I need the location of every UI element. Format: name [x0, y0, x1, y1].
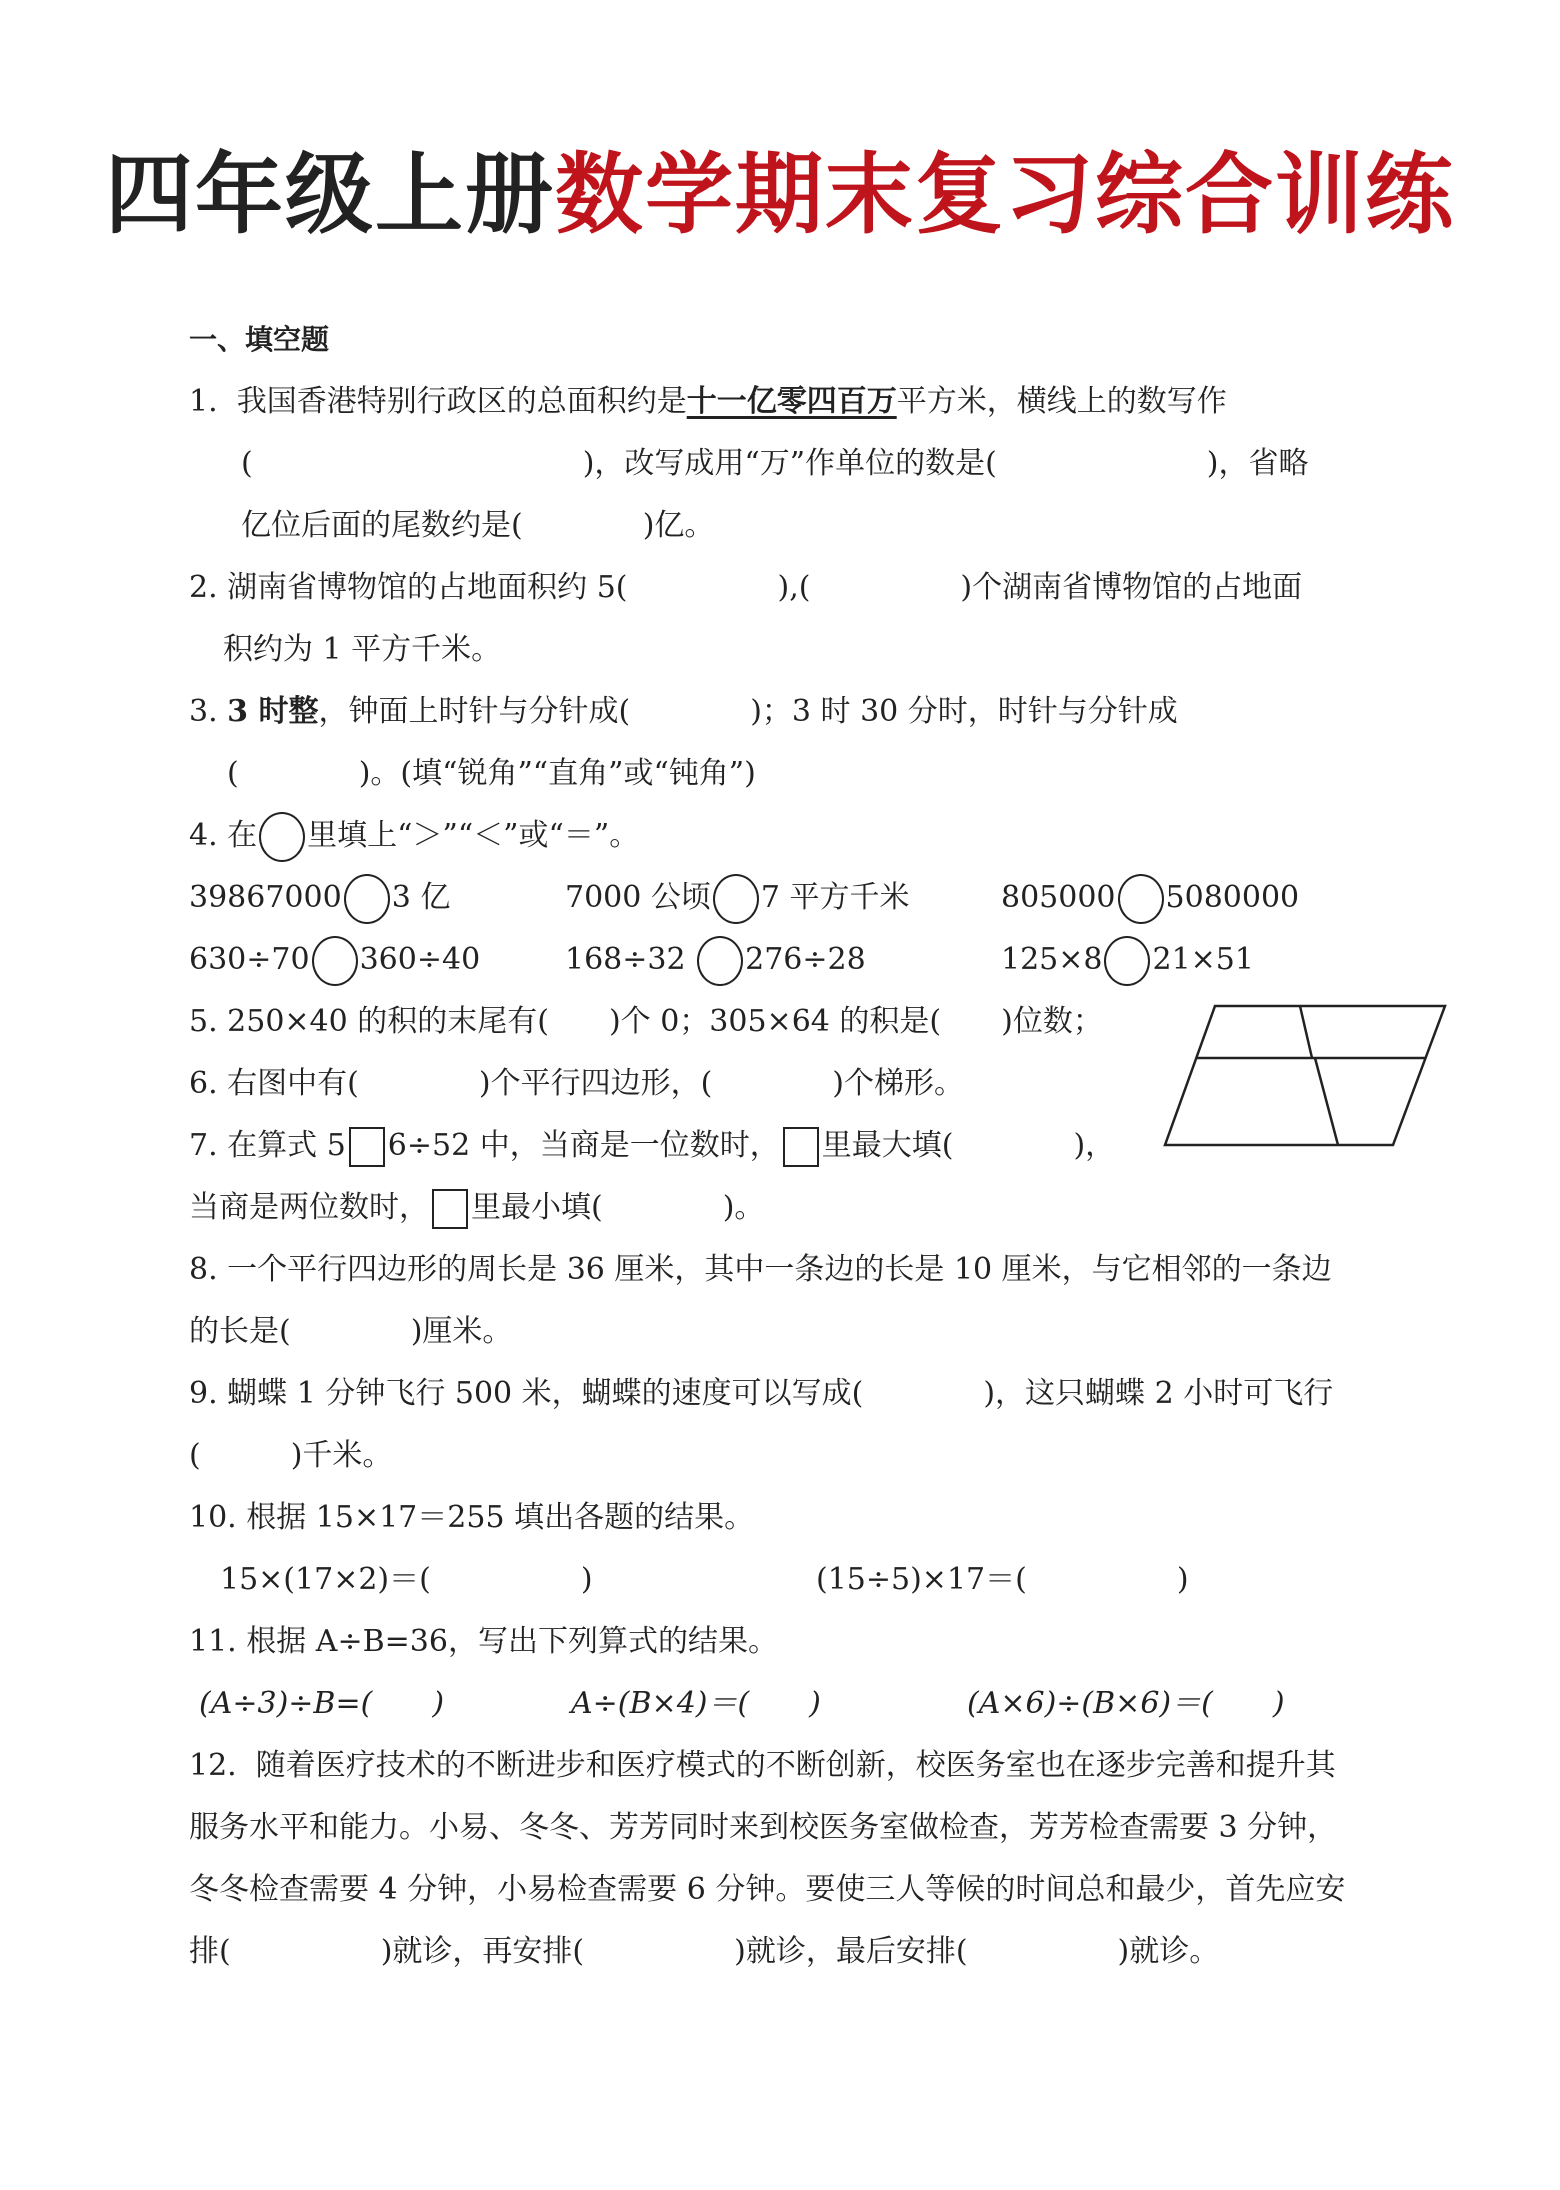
q2-line1: 2. 湖南省博物馆的占地面积约 5( ),( )个湖南省博物馆的占地面: [189, 570, 1303, 605]
square-blank-icon: [349, 1127, 385, 1167]
comparison-item: 630÷70 360÷40: [189, 929, 529, 991]
q8-line2: 的长是( )厘米。: [189, 1314, 513, 1349]
q4-row1: [189, 867, 1419, 929]
q11-items: [189, 1673, 1419, 1735]
q5-line: 5. 250×40 的积的末尾有( )个 0；305×64 的积是( )位数；: [189, 1004, 1103, 1039]
circle-blank-icon[interactable]: [1104, 936, 1150, 986]
worksheet-content: [189, 309, 1419, 1983]
q10-items: [189, 1549, 1419, 1611]
comparison-item: 805000 5080000: [1001, 867, 1299, 929]
q7-line2: 当商是两位数时， 里最小填( )。: [189, 1177, 1419, 1239]
q12-line3: 冬冬检查需要 4 分钟，小易检查需要 6 分钟。要使三人等候的时间总和最少，首先应安: [189, 1872, 1346, 1907]
q1-line3: 亿位后面的尾数约是( )亿。: [241, 508, 715, 543]
expression-item: (15÷5)×17＝( ): [816, 1562, 1189, 1597]
q11-line1: 11. 根据 A÷B=36，写出下列算式的结果。: [189, 1624, 778, 1659]
q1-line2: ( )，改写成用“万”作单位的数是( )，省略: [241, 446, 1309, 481]
section-heading: 一、填空题: [189, 323, 330, 356]
circle-blank-icon[interactable]: [344, 874, 390, 924]
q7-line1: 7. 在算式 5 6÷52 中，当商是一位数时， 里最大填( )，: [189, 1115, 1129, 1177]
square-blank-icon: [783, 1127, 819, 1167]
comparison-item: 7000 公顷 7 平方千米: [565, 867, 965, 929]
q10-line1: 10. 根据 15×17＝255 填出各题的结果。: [189, 1500, 755, 1535]
expression-item: 15×(17×2)＝( ): [220, 1562, 593, 1597]
q3-line2: ( )。(填“锐角”“直角”或“钝角”): [227, 756, 756, 791]
circle-blank-icon[interactable]: [1118, 874, 1164, 924]
comparison-item: 39867000 3 亿: [189, 867, 529, 929]
q12-line4: 排( )就诊，再安排( )就诊，最后安排( )就诊。: [189, 1934, 1220, 1969]
expression-item: (A÷3)÷B=( ): [199, 1686, 445, 1721]
comparison-item: 168÷32 276÷28: [565, 929, 965, 991]
q2-line2: 积约为 1 平方千米。: [223, 632, 502, 667]
circle-blank-icon[interactable]: [312, 936, 358, 986]
square-blank-icon: [432, 1189, 468, 1229]
circle-blank-icon[interactable]: [697, 936, 743, 986]
q8-line1: 8. 一个平行四边形的周长是 36 厘米，其中一条边的长是 10 厘米，与它相邻的一条边: [189, 1252, 1332, 1287]
q6-line: 6. 右图中有( )个平行四边形，( )个梯形。: [189, 1066, 964, 1101]
page-title: 四年级上册数学期末复习综合训练: [104, 143, 1456, 246]
expression-item: A÷(B×4)＝( ): [571, 1686, 821, 1721]
q3-line1: 3. 3 时整，钟面上时针与分针成( )；3 时 30 分时，时针与分针成: [189, 694, 1178, 729]
comparison-item: 125×8 21×51: [1001, 929, 1254, 991]
circle-blank-icon[interactable]: [713, 874, 759, 924]
q9-line2: ( )千米。: [189, 1438, 393, 1473]
q12-line1: 12. 随着医疗技术的不断进步和医疗模式的不断创新，校医务室也在逐步完善和提升其: [189, 1748, 1336, 1783]
q9-line1: 9. 蝴蝶 1 分钟飞行 500 米，蝴蝶的速度可以写成( )，这只蝴蝶 2 小时可飞行: [189, 1376, 1334, 1411]
circle-blank-icon: [259, 812, 305, 862]
expression-item: (A×6)÷(B×6)＝( ): [967, 1686, 1285, 1721]
q4-row2: [189, 929, 1419, 991]
q4-line1: 4. 在 里填上“＞”“＜”或“＝”。: [189, 805, 1419, 867]
q1-line1: 1. 我国香港特别行政区的总面积约是十一亿零四百万平方米，横线上的数写作: [189, 384, 1227, 419]
q12-line2: 服务水平和能力。小易、冬冬、芳芳同时来到校医务室做检查，芳芳检查需要 3 分钟，: [189, 1810, 1338, 1845]
